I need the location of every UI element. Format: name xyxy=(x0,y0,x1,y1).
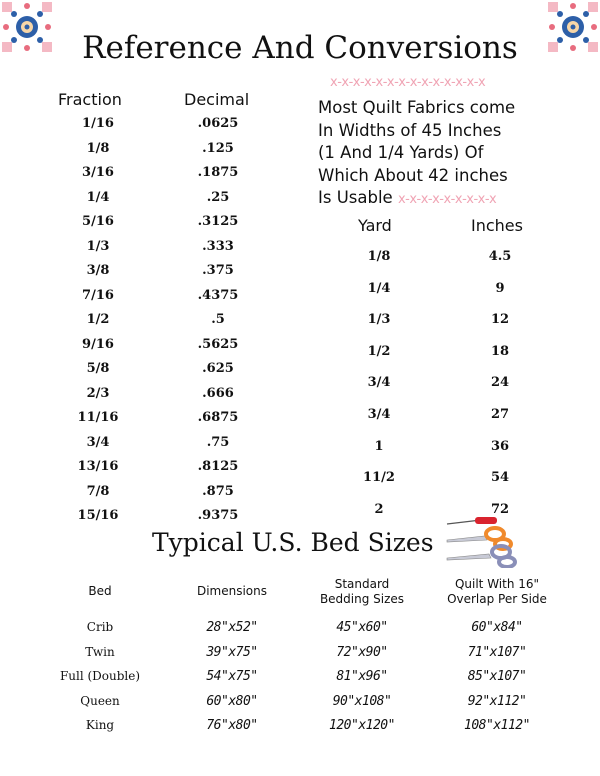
bed-size-cell: 60"x80" xyxy=(206,693,258,709)
bed-name-cell: Twin xyxy=(85,644,115,659)
yard-cell: 11/2 xyxy=(363,470,395,486)
yard-cell: 3/4 xyxy=(367,407,391,422)
decimal-cell: .3125 xyxy=(197,214,239,229)
bed-size-cell: 28"x52" xyxy=(206,620,258,635)
fraction-cell: 1/3 xyxy=(86,238,110,254)
fraction-cell: 1/8 xyxy=(86,140,110,156)
fraction-cell: 1/2 xyxy=(86,312,110,327)
yard-cell: 2 xyxy=(374,501,384,517)
decimal-header: Decimal xyxy=(184,90,250,109)
note-line: Most Quilt Fabrics come xyxy=(318,98,516,117)
decor-x-row: x-x-x-x-x-x-x-x-x-x-x-x-x-x xyxy=(330,75,486,90)
decimal-cell: .5 xyxy=(211,312,225,327)
bed-column-header xyxy=(40,584,160,599)
decimal-cell: .6875 xyxy=(197,410,239,425)
yard-cell: 1/3 xyxy=(367,312,391,328)
decimal-cell: .1875 xyxy=(197,165,239,180)
inches-cell: 9 xyxy=(495,280,505,296)
bed-column-header-line: Standard xyxy=(334,577,390,591)
note-line-last: Is Usable x-x-x-x-x-x-x-x-x xyxy=(318,188,497,208)
bed-size-cell: 92"x112" xyxy=(467,693,527,709)
inches-cell: 36 xyxy=(490,438,510,454)
bed-column-header-line: Overlap Per Side xyxy=(447,592,547,606)
bed-size-cell: 72"x90" xyxy=(336,644,388,660)
note-line: (1 And 1/4 Yards) Of xyxy=(318,143,484,163)
decimal-cell: .9375 xyxy=(197,508,239,523)
decimal-cell: .4375 xyxy=(197,287,239,303)
note-line: In Widths of 45 Inches xyxy=(318,120,502,140)
bed-size-cell: 54"x75" xyxy=(206,669,258,684)
bed-size-cell: 39"x75" xyxy=(206,644,258,660)
fraction-cell: 3/16 xyxy=(82,165,114,180)
yard-cell: 1 xyxy=(374,438,384,454)
page-title: Reference And Conversions xyxy=(82,30,518,66)
bed-size-cell: 120"x120" xyxy=(329,718,395,733)
fraction-cell: 2/3 xyxy=(86,385,110,401)
bed-size-cell: 85"x107" xyxy=(467,669,527,684)
bed-column-header xyxy=(172,584,292,599)
fraction-cell: 7/16 xyxy=(82,287,114,303)
fraction-cell: 7/8 xyxy=(86,483,110,499)
decimal-cell: .333 xyxy=(202,238,234,254)
inches-cell: 18 xyxy=(490,343,510,359)
yard-cell: 3/4 xyxy=(367,375,391,391)
bed-name-cell: King xyxy=(85,718,115,732)
bed-size-cell: 108"x112" xyxy=(464,718,530,733)
fraction-cell: 3/4 xyxy=(86,434,110,450)
decor-x-row-end: x-x-x-x-x-x-x-x-x xyxy=(397,192,497,208)
decimal-cell: .875 xyxy=(202,483,234,499)
yard-cell: 1/2 xyxy=(367,343,391,359)
fraction-cell: 3/8 xyxy=(86,263,110,278)
bed-name-cell: Full (Double) xyxy=(59,669,141,683)
decimal-cell: .375 xyxy=(202,263,234,278)
bed-size-cell: 45"x60" xyxy=(336,620,388,635)
bed-column-header xyxy=(437,577,557,607)
bed-column-header-line: Bed xyxy=(88,584,112,598)
fraction-cell: 5/16 xyxy=(82,214,114,229)
decimal-cell: .5625 xyxy=(197,336,239,352)
inches-cell: 54 xyxy=(490,470,510,486)
bed-size-cell: 60"x84" xyxy=(471,620,523,635)
yard-header: Yard xyxy=(358,216,392,235)
decimal-cell: .625 xyxy=(202,361,234,376)
decimal-cell: .75 xyxy=(206,434,230,450)
decimal-cell: .8125 xyxy=(197,459,239,474)
bed-size-cell: 76"x80" xyxy=(206,718,258,733)
fraction-cell: 5/8 xyxy=(86,361,110,376)
fraction-cell: 11/16 xyxy=(77,410,119,425)
inches-cell: 27 xyxy=(490,407,510,422)
fabric-note xyxy=(318,97,558,212)
decimal-cell: .0625 xyxy=(197,116,239,131)
decimal-cell: .666 xyxy=(202,385,234,401)
fraction-cell: 1/16 xyxy=(82,116,114,131)
inches-header: Inches xyxy=(471,216,523,235)
bed-size-cell: 81"x96" xyxy=(336,669,388,684)
yard-cell: 1/8 xyxy=(367,249,391,264)
bed-sizes-title: Typical U.S. Bed Sizes xyxy=(152,528,434,557)
bed-column-header-line: Quilt With 16" xyxy=(454,577,540,591)
note-line: Which About 42 inches xyxy=(318,165,508,185)
fraction-cell: 1/4 xyxy=(86,189,110,205)
inches-cell: 4.5 xyxy=(488,249,512,264)
inches-cell: 24 xyxy=(490,375,510,391)
bed-column-header xyxy=(302,577,422,607)
fraction-cell: 15/16 xyxy=(77,508,119,523)
bed-name-cell: Crib xyxy=(86,620,114,634)
decimal-cell: .125 xyxy=(202,140,234,156)
decimal-cell: .25 xyxy=(206,189,230,205)
scissors-seam-ripper-icon xyxy=(445,516,520,568)
fraction-cell: 13/16 xyxy=(77,459,119,474)
yard-cell: 1/4 xyxy=(367,280,391,296)
bed-size-cell: 90"x108" xyxy=(332,693,392,709)
bed-name-cell: Queen xyxy=(80,693,120,708)
bed-column-header-line: Dimensions xyxy=(196,584,268,598)
bed-size-cell: 71"x107" xyxy=(467,644,527,660)
fraction-cell: 9/16 xyxy=(82,336,114,352)
fraction-header: Fraction xyxy=(58,90,122,109)
bed-column-header-line: Bedding Sizes xyxy=(319,592,405,606)
inches-cell: 12 xyxy=(490,312,510,328)
inches-cell: 72 xyxy=(490,501,510,517)
